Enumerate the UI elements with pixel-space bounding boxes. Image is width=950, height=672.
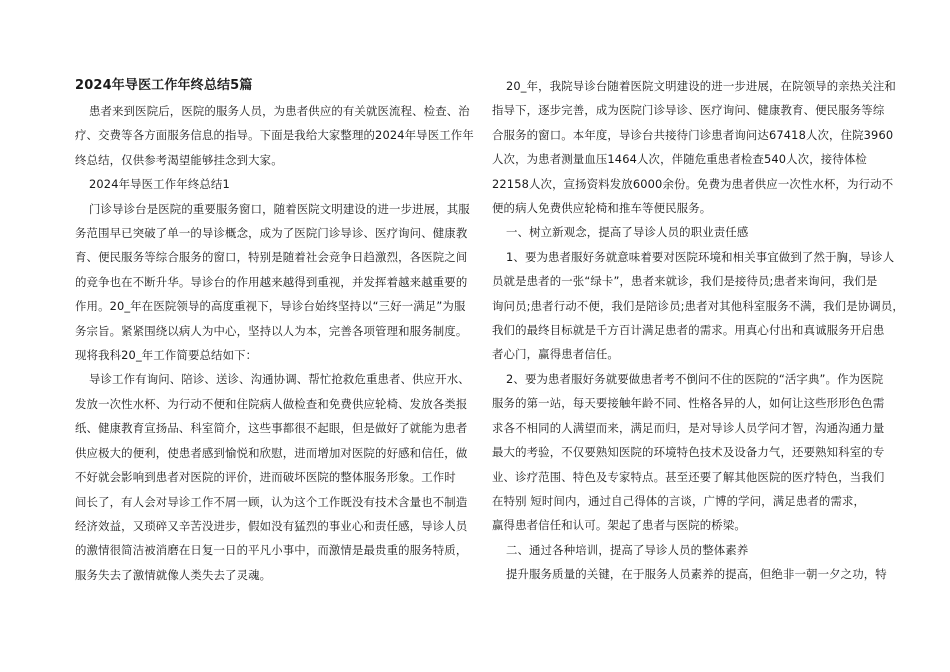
text-line: 患者来到医院后，医院的服务人员，为患者供应的有关就医流程、检查、治 [89,104,470,118]
text-line: 2024年导医工作年终总结1 [89,177,230,192]
text-line: 便的病人免费供应轮椅和推车等便民服务。 [492,201,712,216]
text-line: 一、树立新观念，提高了导诊人员的职业责任感 [506,225,749,240]
text-line: 1、要为患者服好务就意味着要对医院环境和相关事宜做到了然于胸，导诊人 [506,249,895,264]
text-line: 务范围早已突破了单一的导诊概念，成为了医院门诊导诊、医疗询问、健康教 [75,226,468,241]
text-line: 作用。20_年在医院领导的高度重视下，导诊台始终坚持以“三好一满足”为服 [75,299,466,314]
text-line: 间长了，有人会对导诊工作不屑一顾，认为这个工作既没有技术含量也不制造 [75,494,468,509]
text-line: 最大的考验，不仅要熟知医院的环境特色技术及设备力气，还要熟知科室的专 [492,445,885,460]
text-line: 的竞争也在不断升华。导诊台的作用越来越得到重视，并发挥着越来越重要的 [75,274,468,289]
text-line: 者心门，赢得患者信任。 [492,347,619,362]
text-line: 二、通过各种培训，提高了导诊人员的整体素养 [506,542,749,557]
text-line: 导诊工作有询问、陪诊、送诊、沟通协调、帮忙抢救危重患者、供应开水、 [89,372,470,387]
text-line: 提升服务质量的关键，在于服务人员素养的提高，但绝非一朝一夕之功，特 [506,567,887,582]
text-line: 终总结，仅供参考渴望能够挂念到大家。 [75,152,283,167]
text-line: 服务的第一站，每天要接触年龄不同、性格各异的人，如何让这些形形色色需 [492,396,885,411]
right-column-text [492,74,904,587]
text-line: 的激情很简洁被消磨在日复一日的平凡小事中，而激情是最贵重的服务特质， [75,543,468,558]
text-line: 2、要为患者服好务就要做患者考不倒问不住的医院的“活字典”。作为医院 [506,371,884,386]
text-line: 20_年，我院导诊台随着医院文明建设的进一步进展，在院领导的亲热关注和 [506,79,896,93]
text-line: 发放一次性水杯、为行动不便和住院病人做检查和免费供应轮椅、发放各类报 [75,396,468,411]
text-line: 育、便民服务等综合服务的窗口，特别是随着社会竞争日趋激烈，各医院之间 [75,250,468,265]
text-line: 我们的最终目标就是千方百计满足患者的需求。用真心付出和真诚服务开启患 [492,323,885,338]
text-line: 人次，为患者测量血压1464人次，伴随危重患者检查540人次，接待体检 [492,152,867,167]
text-line: 指导下，逐步完善，成为医院门诊导诊、医疗询问、健康教育、便民服务等综 [492,103,885,118]
text-line: 业、诊疗范围、特色及专家特点。甚至还要了解其他医院的医疗特色，当我们 [492,469,885,484]
text-line: 务宗旨。紧紧围绕以病人为中心，坚持以人为本，完善各项管理和服务制度。 [75,323,468,338]
text-line: 求各不相同的人满望而来，满足而归，是对导诊人员学问才智，沟通沟通力量 [492,420,885,435]
text-line: 门诊导诊台是医院的重要服务窗口，随着医院文明建设的进一步进展，其服 [89,201,470,216]
text-line: 现将我科20_年工作简要总结如下： [75,348,258,363]
text-line: 经济效益，又琐碎又辛苦没进步，假如没有猛烈的事业心和责任感，导诊人员 [75,518,468,533]
text-line: 询问员;患者行动不便，我们是陪诊员;患者对其他科室服务不满，我们是协调员， [492,298,904,313]
text-line: 赢得患者信任和认可。架起了患者与医院的桥梁。 [492,518,746,533]
document-title: 2024年导医工作年终总结5篇 [75,78,253,93]
text-line: 供应极大的便利，使患者感到愉悦和欣慰，进而增加对医院的好感和信任，做 [75,445,468,460]
right-column [492,74,904,587]
text-line: 在特别 短时间内，通过自己得体的言谈，广博的学问，满足患者的需求， [492,493,866,508]
text-line: 22158人次，宣扬资料发放6000余份。免费为患者供应一次性水杯，为行动不 [492,176,894,191]
text-line: 合服务的窗口。本年度，导诊台共接待门诊患者询问达67418人次，住院3960 [492,127,894,142]
text-line: 员就是患者的一张“绿卡”，患者来就诊，我们是接待员;患者来询问，我们是 [492,274,878,289]
text-line: 纸、健康教育宣扬品、科室简介，这些事都很不起眼，但是做好了就能为患者 [75,421,468,436]
text-line: 服务失去了激情就像人类失去了灵魂。 [75,567,272,582]
text-line: 疗、交费等各方面服务信息的指导。下面是我给大家整理的2024年导医工作年 [75,128,474,143]
text-line: 不好就会影响到患者对医院的评价，进而破坏医院的整体服务形象。工作时 [75,470,456,485]
left-column [75,74,474,587]
left-column-text [75,99,474,587]
